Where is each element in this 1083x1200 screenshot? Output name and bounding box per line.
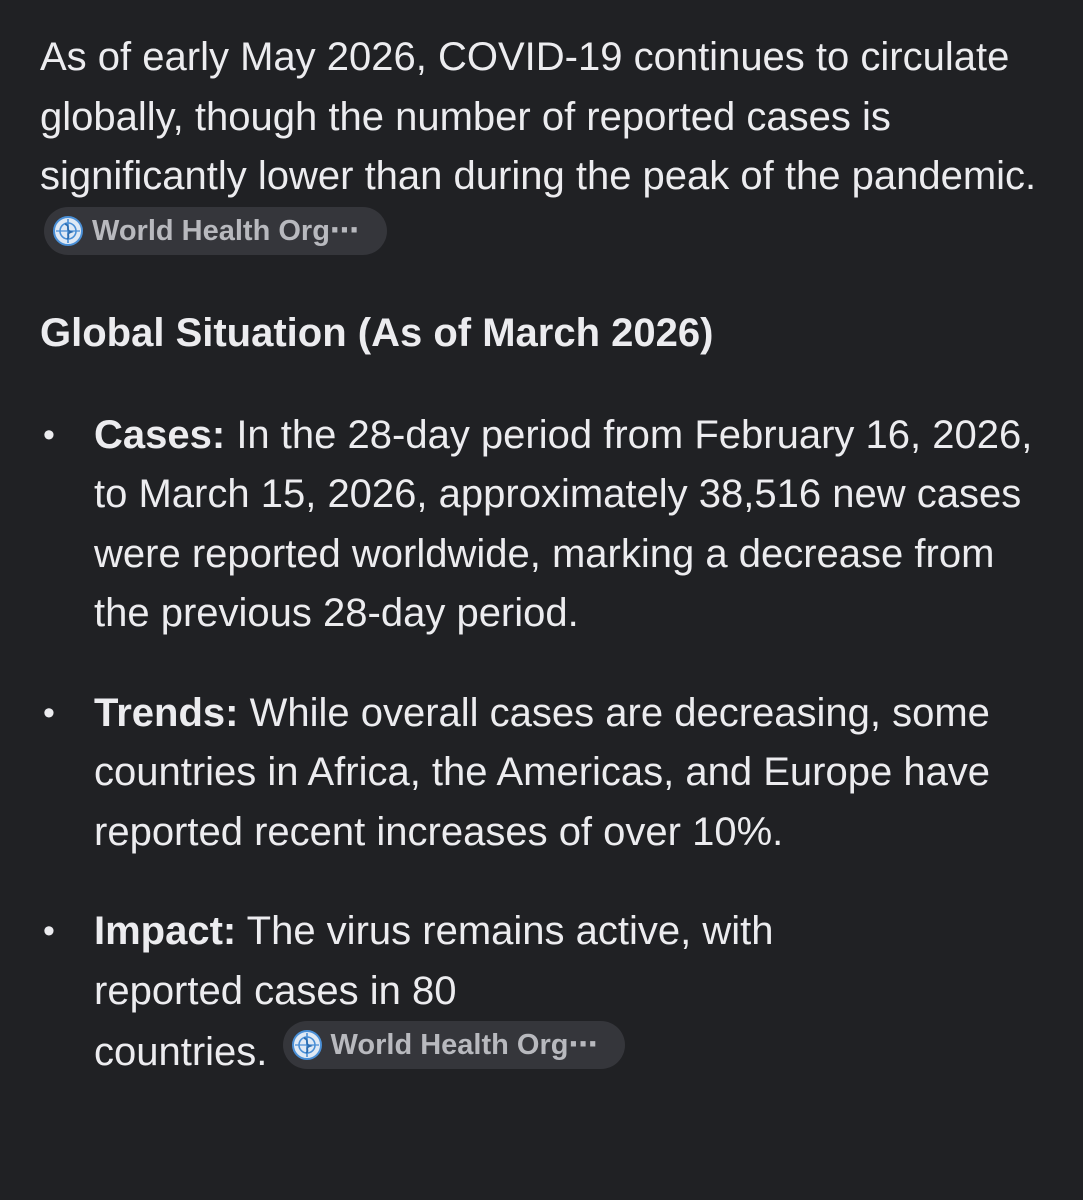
bullet-marker: • — [43, 912, 55, 950]
bullet-list — [40, 406, 1043, 1083]
bullet-marker: • — [43, 415, 55, 454]
intro-paragraph — [40, 28, 1043, 268]
bullet-text: In the 28-day period from February 16, 2026, to March 15, 2026, approximately 38,516 new cases were reported worldwide, marking a decrease from the previous 28-day period. — [94, 412, 1033, 635]
who-globe-icon — [291, 1029, 323, 1061]
bullet-text: While overall cases are decreasing, some countries in Africa, the Americas, and Europe have reported recent increases of over 10%. — [94, 690, 991, 854]
section-heading: Global Situation (As of March 2026) — [40, 311, 714, 355]
bullet-text-end: countries. — [94, 1030, 268, 1074]
bullet-text: The virus remains active, with — [236, 909, 774, 953]
bullet-marker: • — [43, 693, 55, 732]
source-chip-who-2[interactable] — [283, 1021, 626, 1069]
bullet-label: Trends: — [94, 690, 239, 735]
source-chip-label: World Health Org⋯ — [330, 1029, 598, 1061]
intro-text: As of early May 2026, COVID-19 continues to circulate globally, though the number of reported cases is significantly lower than during the peak of the pandemic. — [40, 35, 1037, 198]
bullet-text-continued: reported cases in 80 — [94, 968, 457, 1013]
bullet-label: Impact: — [94, 909, 237, 953]
list-item-trends — [40, 684, 1043, 863]
list-item-cases — [40, 406, 1043, 644]
source-chip-who-1[interactable] — [44, 207, 387, 255]
list-item-impact — [40, 902, 1043, 1083]
source-chip-label: World Health Org⋯ — [92, 214, 359, 247]
who-globe-icon — [52, 215, 84, 247]
bullet-label: Cases: — [94, 412, 226, 457]
